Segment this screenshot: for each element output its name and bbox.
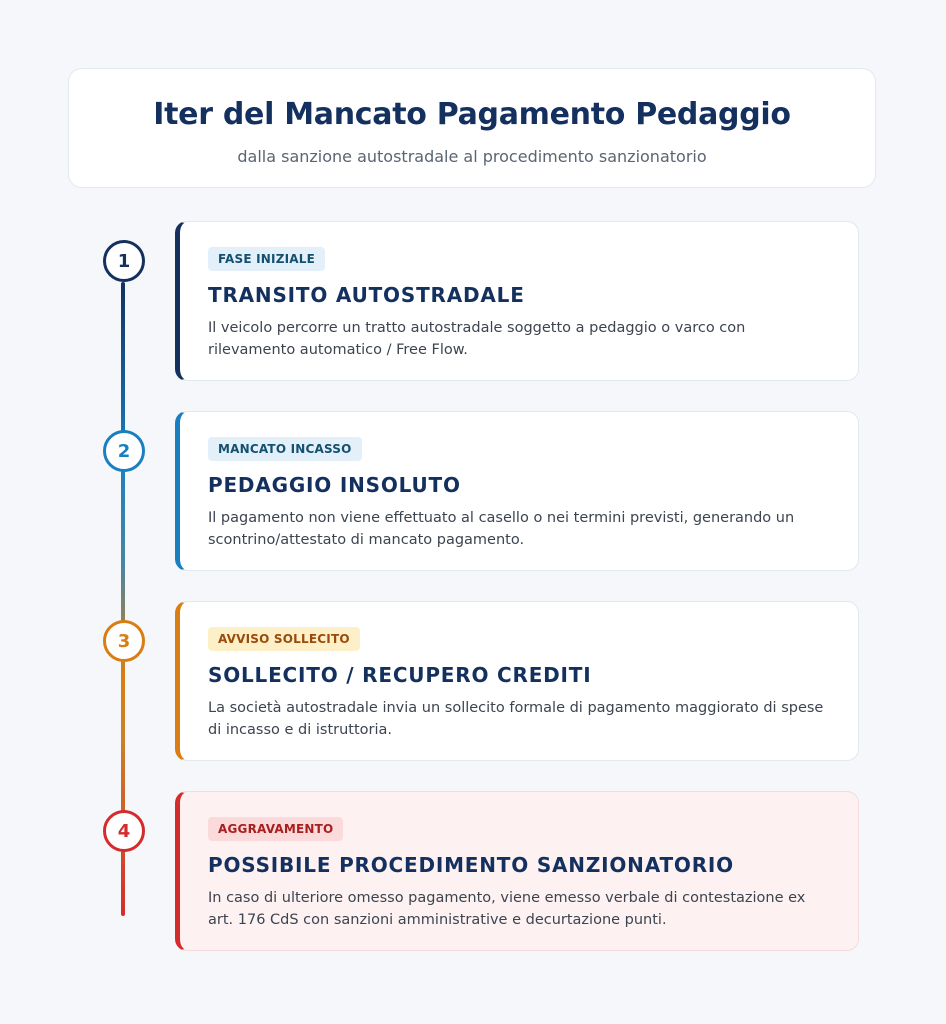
step-3-number: 3: [117, 630, 131, 652]
step-1-description: Il veicolo percorre un tratto autostradale soggetto a pedaggio o varco con rilevamento automatico / Free Flow.: [208, 320, 746, 358]
step-3-badge: AVVISO SOLLECITO: [208, 627, 360, 651]
step-2-description: Il pagamento non viene effettuato al casello o nei termini previsti, generando un scontrino/attestato di mancato pagamento.: [208, 510, 795, 548]
step-3-number-circle: [103, 620, 145, 662]
step-1-number-circle: [103, 240, 145, 282]
step-4-badge: AGGRAVAMENTO: [208, 817, 343, 841]
step-3-description: La società autostradale invia un sollecito formale di pagamento maggiorato di spese di incasso e di istruttoria.: [208, 700, 824, 738]
page-subtitle: dalla sanzione autostradale al procedimento sanzionatorio: [237, 147, 707, 166]
page-title: Iter del Mancato Pagamento Pedaggio: [153, 97, 791, 132]
step-3-card: [175, 601, 859, 761]
step-1-title: TRANSITO AUTOSTRADALE: [208, 283, 525, 307]
step-2-title: PEDAGGIO INSOLUTO: [208, 473, 461, 497]
step-2-badge: MANCATO INCASSO: [208, 437, 362, 461]
step-1-badge: FASE INIZIALE: [208, 247, 325, 271]
step-4-description: In caso di ulteriore omesso pagamento, viene emesso verbale di contestazione ex art. 176 CdS con sanzioni amministrative e decurtazione punti.: [208, 890, 806, 928]
step-2-number-circle: [103, 430, 145, 472]
step-1-card: [175, 221, 859, 381]
step-3-title: SOLLECITO / RECUPERO CREDITI: [208, 663, 592, 687]
step-4-title: POSSIBILE PROCEDIMENTO SANZIONATORIO: [208, 853, 734, 877]
step-2-card: [175, 411, 859, 571]
step-1-number: 1: [117, 250, 131, 272]
step-4-card: [175, 791, 859, 951]
step-4-number-circle: [103, 810, 145, 852]
step-4-number: 4: [117, 820, 131, 842]
header-card: [68, 68, 876, 188]
step-2-number: 2: [117, 440, 131, 462]
